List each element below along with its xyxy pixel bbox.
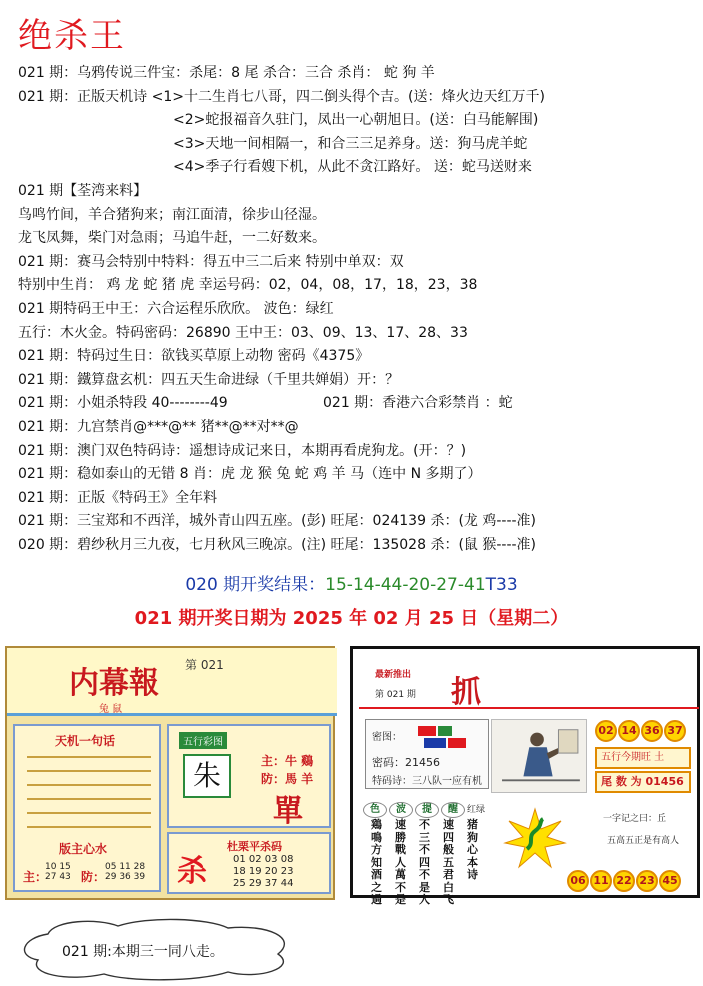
text-line-content: 020 期：碧纱秋月三九夜，七月秋风三晚凉。(注) 旺尾：135028 杀：(鼠 猴----准) — [18, 536, 537, 553]
tianji-box — [13, 724, 161, 892]
text-line — [18, 440, 693, 464]
draw-date: 021 期开奖日期为 2025 年 02 月 25 日（星期二） — [134, 608, 569, 629]
text-line — [18, 487, 693, 511]
mima-value: 密码：21456 — [372, 756, 440, 769]
left-panel-header — [7, 648, 337, 716]
text-line — [18, 369, 693, 393]
mima-box — [365, 719, 489, 789]
text-line-content: <3>天地一间相隔一，和合三三足养身。送：狗马虎羊蛇 — [173, 135, 528, 152]
note2-text: 五高五正是有高人 — [607, 836, 680, 846]
right-panel-small1: 最新推出 — [375, 670, 412, 680]
text-line-content: 021 期【荃湾来料】 — [18, 182, 148, 199]
text-line-content: 龙飞凤舞，柴门对急雨；马追牛赶，一二好数来。 — [18, 230, 326, 247]
wuxing-tag: 五行彩图 — [179, 732, 227, 749]
banner-chip: 提 — [415, 802, 439, 818]
divider — [27, 770, 151, 772]
wuxing-dan: 單 — [273, 794, 303, 829]
text-line-right: 021 期：香港六合彩禁肖 ：蛇 — [323, 395, 513, 412]
banner-chip: 波 — [389, 802, 413, 818]
text-line-content: 021 期：鐵算盘玄机：四五天生命进绿（千里共婵娟）开：？ — [18, 371, 400, 388]
shama-char: 杀 — [177, 854, 207, 889]
banner-tag: 红绿 — [467, 805, 486, 815]
speech-cloud — [8, 916, 308, 982]
text-line — [18, 345, 693, 369]
left-panel-sub: 兔 鼠 — [99, 704, 123, 715]
result-numbers: 15-14-44-20-27-41 — [325, 575, 486, 595]
text-line-content: 021 期：稳如泰山的无错 8 肖：虎 龙 猴 兔 蛇 鸡 羊 马（连中 N 多期了） — [18, 466, 482, 483]
balls-top — [595, 719, 687, 742]
snake-starburst-icon — [505, 809, 565, 869]
text-line — [18, 274, 693, 298]
shama-numbers: 01 02 03 08 18 19 20 23 25 29 37 44 — [233, 854, 294, 889]
zhu-label: 主： — [23, 870, 48, 884]
text-line-content: 021 期特码王中王：六合运程乐欣欣。 波色：绿红 — [18, 300, 334, 317]
wuxing-zhu: 主：牛 鷄 — [261, 754, 314, 768]
result-special: T33 — [485, 575, 518, 595]
text-line-content: 特别中生肖： 鸡 龙 蛇 猪 虎 幸运号码：02，04，08，17，18，23，38 — [18, 277, 478, 294]
divider — [27, 756, 151, 758]
right-panel-big: 抓 — [451, 675, 481, 710]
divider — [27, 826, 151, 828]
text-line — [18, 227, 693, 251]
text-line — [18, 109, 693, 133]
number-ball: 45 — [659, 870, 681, 892]
text-line — [18, 416, 693, 440]
text-line-content: 021 期：九宫禁肖@***@** 猪**@**对**@ — [18, 418, 299, 435]
wuxing-wang: 五行今期旺 土 — [595, 747, 691, 769]
reminder-banner — [363, 797, 513, 813]
wuxing-char: 朱 — [183, 754, 231, 798]
color-logo-icon — [416, 724, 476, 752]
right-panel-header — [359, 653, 699, 709]
text-line-content: 021 期：乌鸦传说三件宝：杀尾：8 尾 杀合：三合 杀肖： 蛇 狗 羊 — [18, 65, 435, 81]
text-line — [18, 62, 693, 86]
mitu-label: 密图： — [372, 732, 402, 743]
vertical-column: 猪狗心本诗 — [467, 818, 478, 881]
text-line — [18, 510, 693, 534]
text-line-content: <4>季子行看嫂下机，从此不贪江路好。 送：蛇马送财来 — [173, 159, 532, 176]
balls-bottom — [567, 869, 682, 892]
number-ball: 02 — [595, 720, 617, 742]
banner-chip: 醒 — [441, 802, 465, 818]
tema-poem: 特码诗：三八队一应有机 — [372, 776, 482, 787]
banzhu-title: 版主心水 — [59, 842, 108, 856]
text-line-content: 021 期：小姐杀特段 40--------49 — [18, 395, 228, 412]
text-line-content: 021 期：特码过生日：欲钱买草原上动物 密码《4375》 — [18, 348, 370, 365]
text-line-content: 鸟鸣竹间，羊合猪狗来；南江面清，徐步山径湿。 — [18, 206, 326, 223]
shama-box — [167, 832, 331, 894]
text-lines — [18, 62, 693, 557]
result-line — [0, 570, 703, 595]
number-ball: 37 — [664, 720, 686, 742]
right-panel-small2: 第 021 期 — [375, 690, 416, 700]
divider — [27, 784, 151, 786]
number-ball: 06 — [567, 870, 589, 892]
number-ball: 22 — [613, 870, 635, 892]
text-line — [18, 133, 693, 157]
page-title: 绝杀王 — [18, 16, 126, 56]
number-ball: 14 — [618, 720, 640, 742]
text-line — [18, 322, 693, 346]
left-panel-heading: 内幕報 — [69, 666, 159, 701]
text-line — [18, 463, 693, 487]
wuxing-fang: 防：馬 羊 — [261, 772, 314, 786]
text-line-content: 021 期：正版天机诗 <1>十二生肖七八哥，四二倒头得个吉。(送：烽火边天红万千) — [18, 88, 545, 105]
text-line-content: 021 期：赛马会特别中特料：得五中三二后来 特别中单双：双 — [18, 253, 404, 270]
text-line-content: <2>蛇报福音久驻门，凤出一心朝旭日。(送：白马能解围) — [173, 112, 539, 129]
vertical-column: 鶏鳴方知酒之過 — [371, 818, 382, 906]
number-ball: 11 — [590, 870, 612, 892]
divider — [27, 798, 151, 800]
text-line — [18, 392, 693, 416]
vertical-column: 不三不四不是人 — [419, 818, 430, 906]
text-line — [18, 534, 693, 558]
left-panel-issue: 第 021 — [185, 658, 224, 672]
note-text: 一字记之曰：丘 — [603, 814, 667, 824]
text-line — [18, 298, 693, 322]
text-line — [18, 204, 693, 228]
vertical-column: 速勝戰人萬不是 — [395, 818, 406, 906]
divider — [27, 812, 151, 814]
cloud-text: 021 期:本期三一同八走。 — [62, 944, 224, 960]
text-line-content: 021 期：正版《特码王》全年料 — [18, 489, 218, 506]
result-label: 020 期开奖结果： — [185, 575, 326, 595]
text-line-content: 021 期：澳门双色特码诗：遥想诗成记来日，本期再看虎狗龙。(开：？) — [18, 442, 467, 459]
text-line-content: 021 期：三宝郑和不西洋，城外青山四五座。(彭) 旺尾：024139 杀：(龙 鸡----准) — [18, 513, 537, 530]
banner-chip: 色 — [363, 802, 387, 818]
tianji-title: 天机一句话 — [55, 734, 116, 748]
number-ball: 23 — [636, 870, 658, 892]
fang-label: 防： — [81, 870, 106, 884]
weishu: 尾 数 为 01456 — [595, 771, 691, 793]
number-ball: 36 — [641, 720, 663, 742]
text-line — [18, 156, 693, 180]
right-image-panel — [350, 646, 700, 906]
wuxing-box — [167, 724, 331, 828]
scholar-illustration-icon — [491, 719, 587, 793]
text-line-content: 五行：木火金。特码密码：26890 王中王：03、09、13、17、28、33 — [18, 324, 468, 341]
text-line — [18, 86, 693, 110]
left-image-panel — [5, 646, 335, 900]
zhu-numbers: 10 15 27 43 — [45, 862, 71, 882]
text-line — [18, 251, 693, 275]
fang-numbers: 05 11 28 29 36 39 — [105, 862, 146, 882]
shama-title: 杜栗平杀码 — [227, 840, 282, 853]
vertical-column: 速四般五君白飞 — [443, 818, 454, 906]
text-line — [18, 180, 693, 204]
